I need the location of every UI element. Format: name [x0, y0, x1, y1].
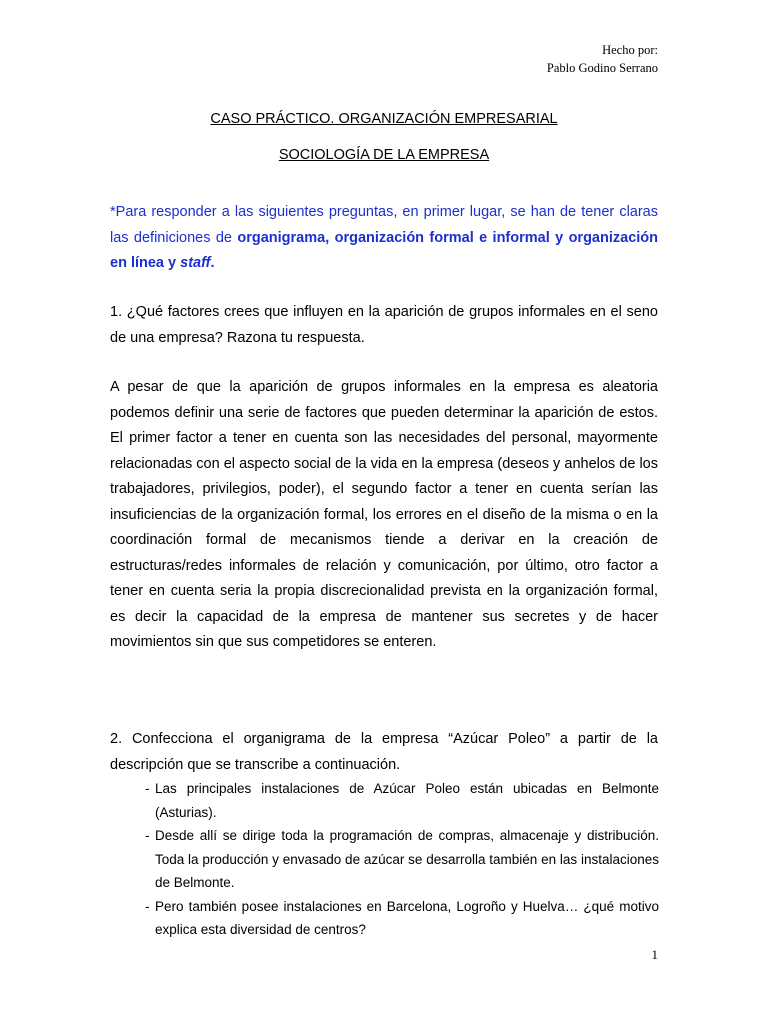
document-title: CASO PRÁCTICO. ORGANIZACIÓN EMPRESARIAL: [210, 111, 558, 127]
list-item: [145, 777, 659, 824]
author-name: Pablo Godino Serrano: [546, 61, 658, 75]
intro-text: *Para responder a las siguientes preguntas, en primer lugar, se han de tener claras las definiciones de: [110, 204, 658, 246]
intro-bold-terms: organigrama, organización formal e informal y organización en línea y: [110, 229, 658, 271]
intro-note: [110, 200, 658, 277]
bullet-text: Pero también posee instalaciones en Barcelona, Logroño y Huelva… ¿qué motivo explica esta diversidad de centros?: [155, 898, 659, 937]
answer-1: A pesar de que la aparición de grupos informales en la empresa es aleatoria podemos definir una serie de factores que pueden determinar la aparición de estos. El primer factor a tener en cuenta son las necesidades del personal, mayormente relacionadas con el aspecto social de la vida en la empresa (deseos y anhelos de los trabajadores, privilegios, poder), el segundo factor a tener en cuenta serían las insuficiencias de la organización formal, los errores en el diseño de la misma o en la coordinación formal de mecanismos tiende a derivar en la creación de estructuras/redes informales de relación y comunicación, por último, otro factor a tener en cuenta seria la propia discrecionalidad prevista en la organización formal, es decir la capacidad de la empresa de mantener sus secretes y de hacer movimientos sin que sus competidores se enteren.: [110, 379, 658, 650]
question-2: 2. Confecciona el organigrama de la empresa “Azúcar Poleo” a partir de la descripción que se transcribe a continuación.: [110, 731, 658, 773]
author-header: [547, 41, 658, 77]
bullet-dash: -: [145, 781, 150, 796]
author-label: Hecho por:: [602, 43, 658, 57]
list-item: [145, 824, 659, 895]
question-1: 1. ¿Qué factores crees que influyen en la aparición de grupos informales en el seno de una empresa? Razona tu respuesta.: [110, 304, 658, 346]
question-2-bullet-list: [145, 777, 659, 942]
intro-staff-term: staff: [180, 255, 211, 271]
bullet-text: Las principales instalaciones de Azúcar Poleo están ubicadas en Belmonte (Asturias).: [155, 781, 659, 820]
list-item: [145, 895, 659, 942]
bullet-dash: -: [145, 898, 150, 914]
bullet-dash: -: [145, 828, 150, 843]
bullet-text: Desde allí se dirige toda la programación de compras, almacenaje y distribución. Toda la producción y envasado de azúcar se desarrolla también en las instalaciones de Belmonte.: [155, 828, 659, 890]
document-subtitle: SOCIOLOGÍA DE LA EMPRESA: [278, 147, 490, 163]
page-number: 1: [651, 947, 658, 962]
intro-end: .: [210, 255, 215, 271]
